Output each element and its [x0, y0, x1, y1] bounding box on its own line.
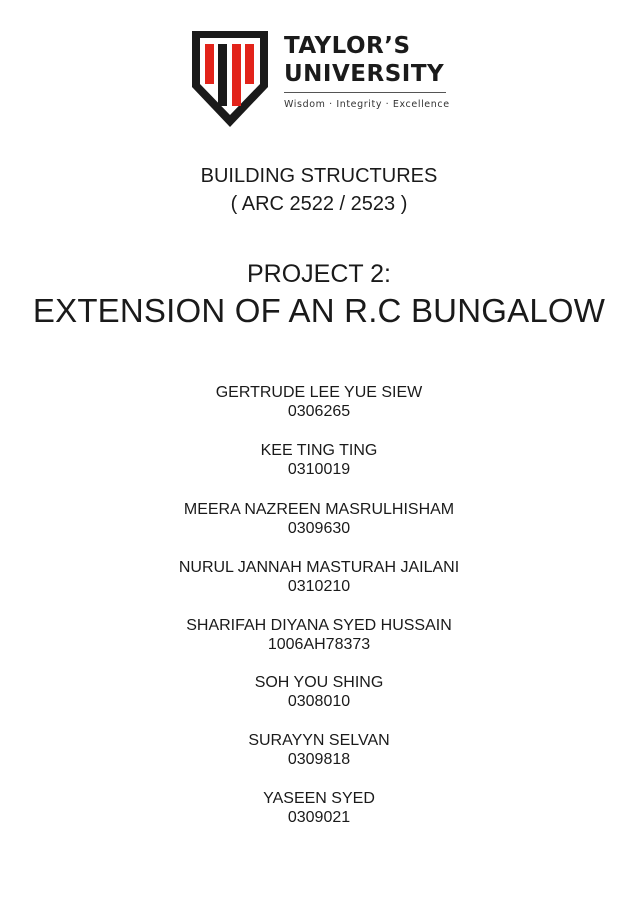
member-id: 0310210 — [287, 578, 351, 595]
member-id: 0309818 — [287, 751, 351, 768]
university-wordmark — [284, 31, 454, 127]
logo-name-line2: UNIVERSITY — [284, 61, 445, 87]
university-logo — [192, 31, 454, 129]
member-id: 0306265 — [287, 403, 351, 420]
university-crest-icon — [192, 31, 268, 127]
member-name: KEE TING TING — [260, 442, 378, 459]
project-label: PROJECT 2: — [246, 260, 392, 288]
member-name: MEERA NAZREEN MASRULHISHAM — [183, 501, 455, 518]
member-id: 1006AH78373 — [267, 636, 371, 653]
member-id: 0308010 — [287, 693, 351, 710]
course-code: ( ARC 2522 / 2523 ) — [230, 193, 408, 215]
member-id: 0310019 — [287, 461, 351, 478]
member-name: NURUL JANNAH MASTURAH JAILANI — [178, 559, 460, 576]
member-name: SHARIFAH DIYANA SYED HUSSAIN — [186, 617, 452, 634]
member-name: YASEEN SYED — [263, 790, 375, 807]
member-name: SOH YOU SHING — [254, 674, 384, 691]
logo-name-line1: TAYLOR’S — [284, 33, 411, 59]
logo-divider — [284, 92, 446, 93]
project-title: EXTENSION OF AN R.C BUNGALOW — [32, 292, 606, 329]
member-name: GERTRUDE LEE YUE SIEW — [215, 384, 423, 401]
member-id: 0309630 — [287, 520, 351, 537]
course-title: BUILDING STRUCTURES — [200, 165, 438, 187]
member-name: SURAYYN SELVAN — [248, 732, 390, 749]
member-id: 0309021 — [287, 809, 351, 826]
logo-tagline: Wisdom · Integrity · Excellence — [284, 99, 450, 110]
